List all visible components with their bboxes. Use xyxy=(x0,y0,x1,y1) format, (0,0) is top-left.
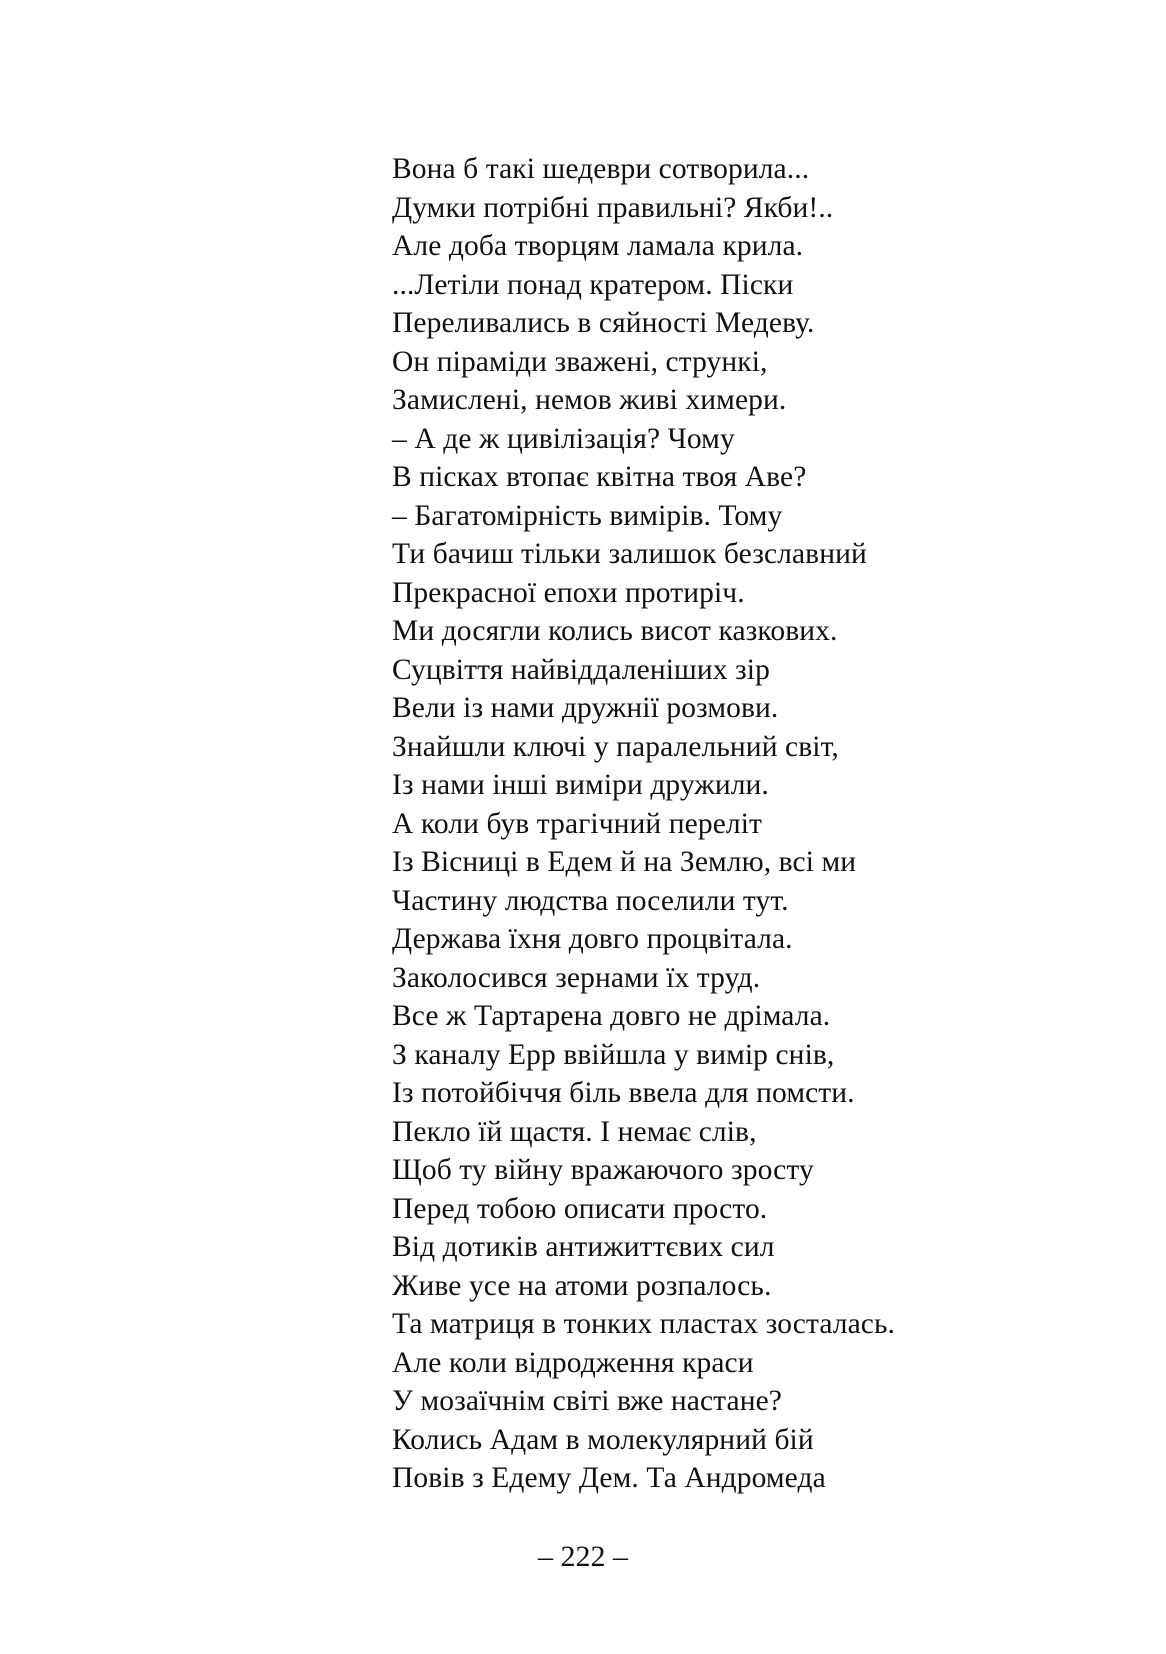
poem-line: Та матриця в тонких пластах зосталась. xyxy=(392,1308,896,1340)
poem-line: Від дотиків антижиттєвих сил xyxy=(392,1231,775,1263)
poem-line: Заколосився зернами їх труд. xyxy=(392,961,761,994)
poem-line: Щоб ту війну вражаючого зросту xyxy=(392,1154,814,1186)
poem-line: Думки потрібні правильні? Якби!.. xyxy=(392,191,834,224)
poem-line: Із потойбіччя біль ввела для помсти. xyxy=(392,1077,855,1109)
poem-line: Повів з Едему Дем. Та Андромеда xyxy=(392,1462,826,1494)
poem-line: Але коли відродження краси xyxy=(392,1346,754,1379)
poem-text xyxy=(392,150,1092,1498)
poem-line: Держава їхня довго процвітала. xyxy=(392,923,793,955)
poem-line: Із Вісниці в Едем й на Землю, всі ми xyxy=(392,846,857,878)
poem-line: Прекрасної епохи протиріч. xyxy=(392,576,745,609)
poem-line: Суцвіття найвіддаленіших зір xyxy=(392,653,770,686)
poem-line: Із нами інші виміри дружили. xyxy=(392,769,769,801)
poem-line: Все ж Тартарена довго не дрімала. xyxy=(392,1000,831,1032)
poem-line: Частину людства поселили тут. xyxy=(392,884,789,917)
poem-line: ...Летіли понад кратером. Піски xyxy=(392,268,794,301)
poem-line: Вели із нами дружнії розмови. xyxy=(392,692,779,724)
poem-line: Живе усе на атоми розпалось. xyxy=(392,1269,772,1302)
poem-line: В пісках втопає квітна твоя Аве? xyxy=(392,461,807,493)
poem-line: Колись Адам в молекулярний бій xyxy=(392,1423,814,1456)
poem-line: А коли був трагічний переліт xyxy=(392,807,762,840)
poem-line: Пекло їй щастя. І немає слів, xyxy=(392,1115,757,1148)
poem-line: Вона б такі шедеври сотворила... xyxy=(392,153,810,185)
poem-line: Але доба творцям ламала крила. xyxy=(392,230,804,262)
page-number: – 222 – xyxy=(538,1540,628,1573)
poem-line: Знайшли ключі у паралельний світ, xyxy=(392,730,839,763)
poem-line: Переливались в сяйності Медеву. xyxy=(392,307,815,339)
poem-line: Перед тобою описати просто. xyxy=(392,1192,768,1225)
poem-line: – Багатомірність вимірів. Тому xyxy=(392,499,783,532)
poem-line: Ми досягли колись висот казкових. xyxy=(392,615,838,647)
poem-line: Он піраміди зважені, стрункі, xyxy=(392,345,768,378)
poem-line: Замислені, немов живі химери. xyxy=(392,384,787,416)
poem-line: – А де ж цивілізація? Чому xyxy=(392,422,735,455)
poem-line: У мозаїчнім світі вже настане? xyxy=(392,1385,782,1417)
poem-line: Ти бачиш тільки залишок безславний xyxy=(392,538,867,570)
poem-line: З каналу Ерр ввійшла у вимір снів, xyxy=(392,1038,835,1071)
